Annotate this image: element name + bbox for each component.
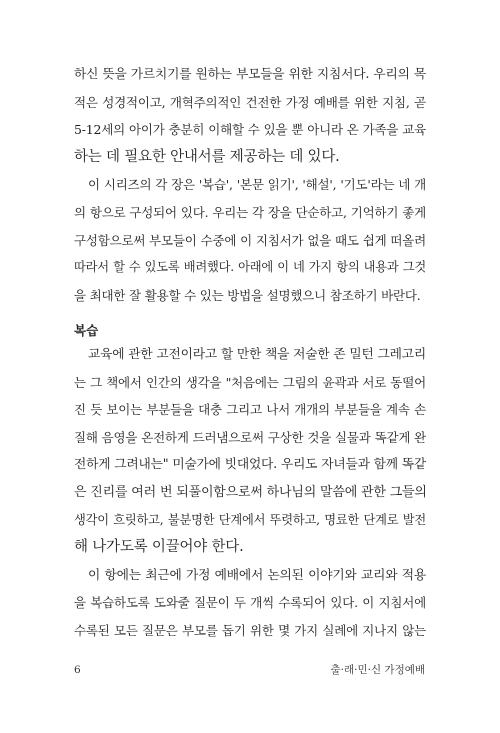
paragraph-review-intro	[74, 341, 426, 562]
text-line: 을 최대한 잘 활용할 수 있는 방법을 설명했으니 참조하기 바란다.	[74, 287, 421, 303]
paragraph-review-questions	[74, 562, 426, 645]
paragraph-structure	[74, 171, 426, 309]
text-line: 전하게 그려내는" 미술가에 빗대었다. 우리도 자녀들과 함께 똑같	[74, 457, 426, 473]
text-line: 적은 성경적이고, 개혁주의적인 건전한 가정 예배를 위한 지침, 곧	[74, 94, 426, 110]
paragraph-continuation	[74, 61, 426, 171]
text-line: 구성함으로써 부모들이 수중에 이 지침서가 없을 때도 쉽게 떠올려	[74, 232, 426, 248]
text-line: 을 복습하도록 도와줄 질문이 두 개씩 수록되어 있다. 이 지침서에	[74, 595, 426, 611]
text-line: 따라서 할 수 있도록 배려했다. 아래에 이 네 가지 항의 내용과 그것	[74, 260, 426, 275]
text-line: 의 항으로 구성되어 있다. 우리는 각 장을 단순하고, 기억하기 좋게	[74, 204, 426, 220]
running-title: 출·래·민·신 가정예배	[330, 664, 425, 676]
text-line: 진 듯 보이는 부분들을 대충 그리고 나서 개개의 부분들을 계속 손	[74, 402, 426, 418]
section-heading-review: 복습	[74, 323, 99, 338]
text-line: 질해 음영을 온전하게 드러냄으로써 구상한 것을 실물과 똑같게 완	[74, 429, 426, 445]
text-line: 은 진리를 여러 번 되풀이함으로써 하나님의 말씀에 관한 그들의	[74, 484, 427, 500]
text-line: 교육에 관한 고전이라고 할 만한 책을 저술한 존 밀턴 그레고리	[88, 347, 426, 362]
text-line: 5-12세의 아이가 충분히 이해할 수 있을 뿐 아니라 온 가족을 교육	[74, 122, 426, 138]
text-line: 이 항에는 최근에 가정 예배에서 논의된 이야기와 교리와 적용	[88, 567, 426, 583]
text-line: 하는 데 필요한 안내서를 제공하는 데 있다.	[74, 148, 340, 165]
text-line: 이 시리즈의 각 장은 '복습', '본문 읽기', '해설', '기도'라는 네 개	[88, 177, 426, 193]
text-line: 해 나가도록 이끌어야 한다.	[74, 539, 244, 556]
page-number: 6	[74, 664, 81, 676]
text-line: 는 그 책에서 인간의 생각을 "처음에는 그림의 윤곽과 서로 동떨어	[74, 374, 426, 390]
text-line: 생각이 흐릿하고, 불분명한 단계에서 뚜렷하고, 명료한 단계로 발전	[74, 512, 426, 527]
text-line: 수록된 모든 질문은 부모를 돕기 위한 몇 가지 실례에 지나지 않는	[74, 622, 426, 638]
text-line: 하신 뜻을 가르치기를 원하는 부모들을 위한 지침서다. 우리의 목	[74, 67, 426, 82]
